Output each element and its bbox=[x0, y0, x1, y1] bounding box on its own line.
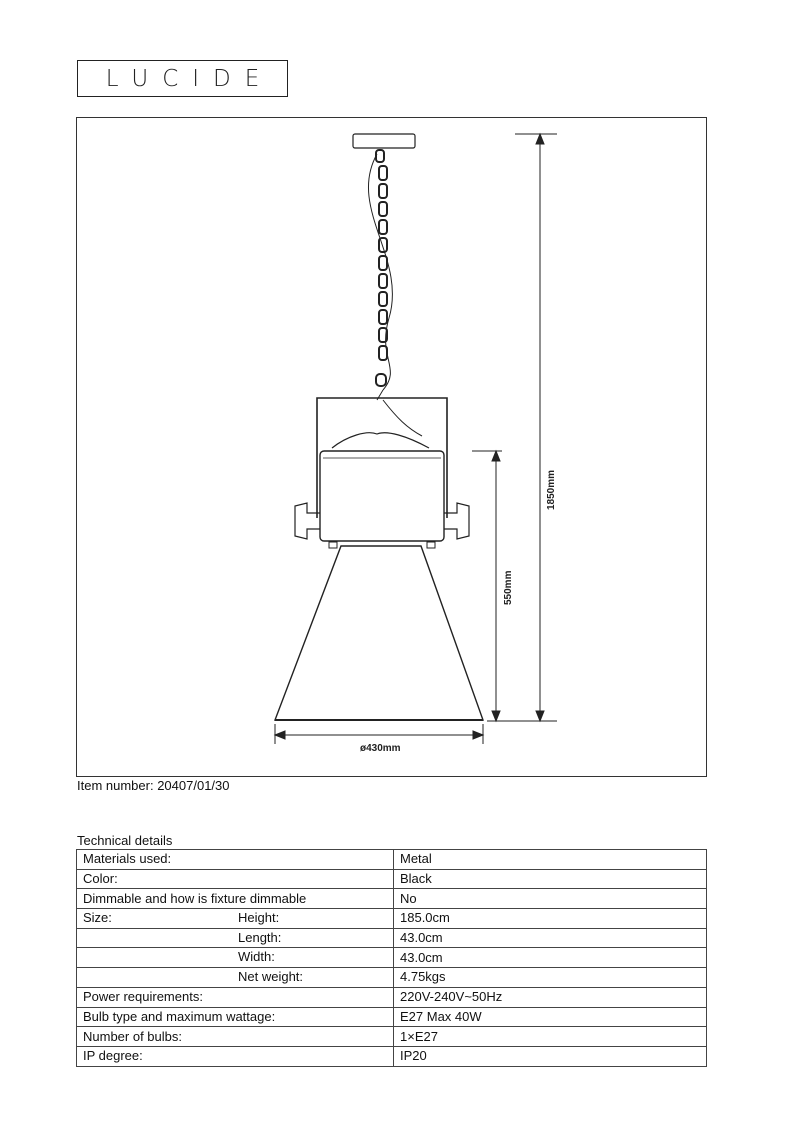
spec-sub-label: Width: bbox=[238, 949, 275, 965]
table-row bbox=[77, 948, 707, 968]
table-row bbox=[77, 850, 707, 870]
spec-value: Metal bbox=[394, 850, 707, 870]
spec-label: Dimmable and how is fixture dimmable bbox=[83, 890, 307, 906]
technical-details-table bbox=[76, 849, 707, 1067]
ceiling-canopy bbox=[353, 134, 415, 148]
technical-details-title: Technical details bbox=[77, 833, 173, 848]
table-row bbox=[77, 1007, 707, 1027]
dim-diameter: ø430mm bbox=[360, 743, 401, 754]
table-row bbox=[77, 909, 707, 929]
spec-label: Color: bbox=[83, 871, 118, 887]
spec-value: 185.0cm bbox=[394, 909, 707, 929]
lamp-drawing bbox=[77, 118, 708, 778]
spec-label-cell bbox=[77, 1007, 394, 1027]
spec-label: Materials used: bbox=[83, 851, 172, 867]
spec-value: No bbox=[394, 889, 707, 909]
spec-label-cell bbox=[77, 850, 394, 870]
cone-shade bbox=[275, 546, 483, 720]
spec-value: E27 Max 40W bbox=[394, 1007, 707, 1027]
spec-value: 43.0cm bbox=[394, 928, 707, 948]
spec-label-cell bbox=[77, 948, 394, 968]
table-row bbox=[77, 1027, 707, 1047]
table-row bbox=[77, 869, 707, 889]
spec-label-cell bbox=[77, 928, 394, 948]
dim-shade-height: 550mm bbox=[503, 570, 514, 605]
spec-value: 43.0cm bbox=[394, 948, 707, 968]
spec-label-cell bbox=[77, 987, 394, 1007]
item-number: Item number: 20407/01/30 bbox=[77, 778, 230, 793]
spec-value: Black bbox=[394, 869, 707, 889]
spec-label: Size: bbox=[83, 910, 112, 926]
housing-cap bbox=[332, 433, 429, 448]
spec-label-cell bbox=[77, 909, 394, 929]
spec-sub-label: Length: bbox=[238, 929, 282, 945]
table-row bbox=[77, 928, 707, 948]
spec-value: 4.75kgs bbox=[394, 968, 707, 988]
technical-drawing bbox=[76, 117, 707, 777]
spec-sub-label: Net weight: bbox=[238, 969, 304, 985]
table-row bbox=[77, 1046, 707, 1066]
spec-label: Bulb type and maximum wattage: bbox=[83, 1008, 276, 1024]
spec-label-cell bbox=[77, 869, 394, 889]
spec-label-cell bbox=[77, 889, 394, 909]
lamp-housing bbox=[320, 451, 444, 541]
spec-label-cell bbox=[77, 1027, 394, 1047]
spec-value: 1×E27 bbox=[394, 1027, 707, 1047]
spec-label-cell bbox=[77, 968, 394, 988]
spec-label: IP degree: bbox=[83, 1048, 143, 1064]
logo-text: LUCIDE bbox=[105, 65, 274, 92]
spec-label: Number of bulbs: bbox=[83, 1028, 182, 1044]
brand-logo bbox=[77, 60, 288, 97]
dim-total-height: 1850mm bbox=[546, 469, 557, 510]
spec-value: 220V-240V~50Hz bbox=[394, 987, 707, 1007]
spec-value: IP20 bbox=[394, 1046, 707, 1066]
power-cable bbox=[368, 154, 392, 390]
chain bbox=[376, 150, 387, 386]
spec-label: Power requirements: bbox=[83, 989, 203, 1005]
table-row bbox=[77, 987, 707, 1007]
spec-label-cell bbox=[77, 1046, 394, 1066]
table-row bbox=[77, 968, 707, 988]
spec-sub-label: Height: bbox=[238, 910, 280, 926]
table-row bbox=[77, 889, 707, 909]
